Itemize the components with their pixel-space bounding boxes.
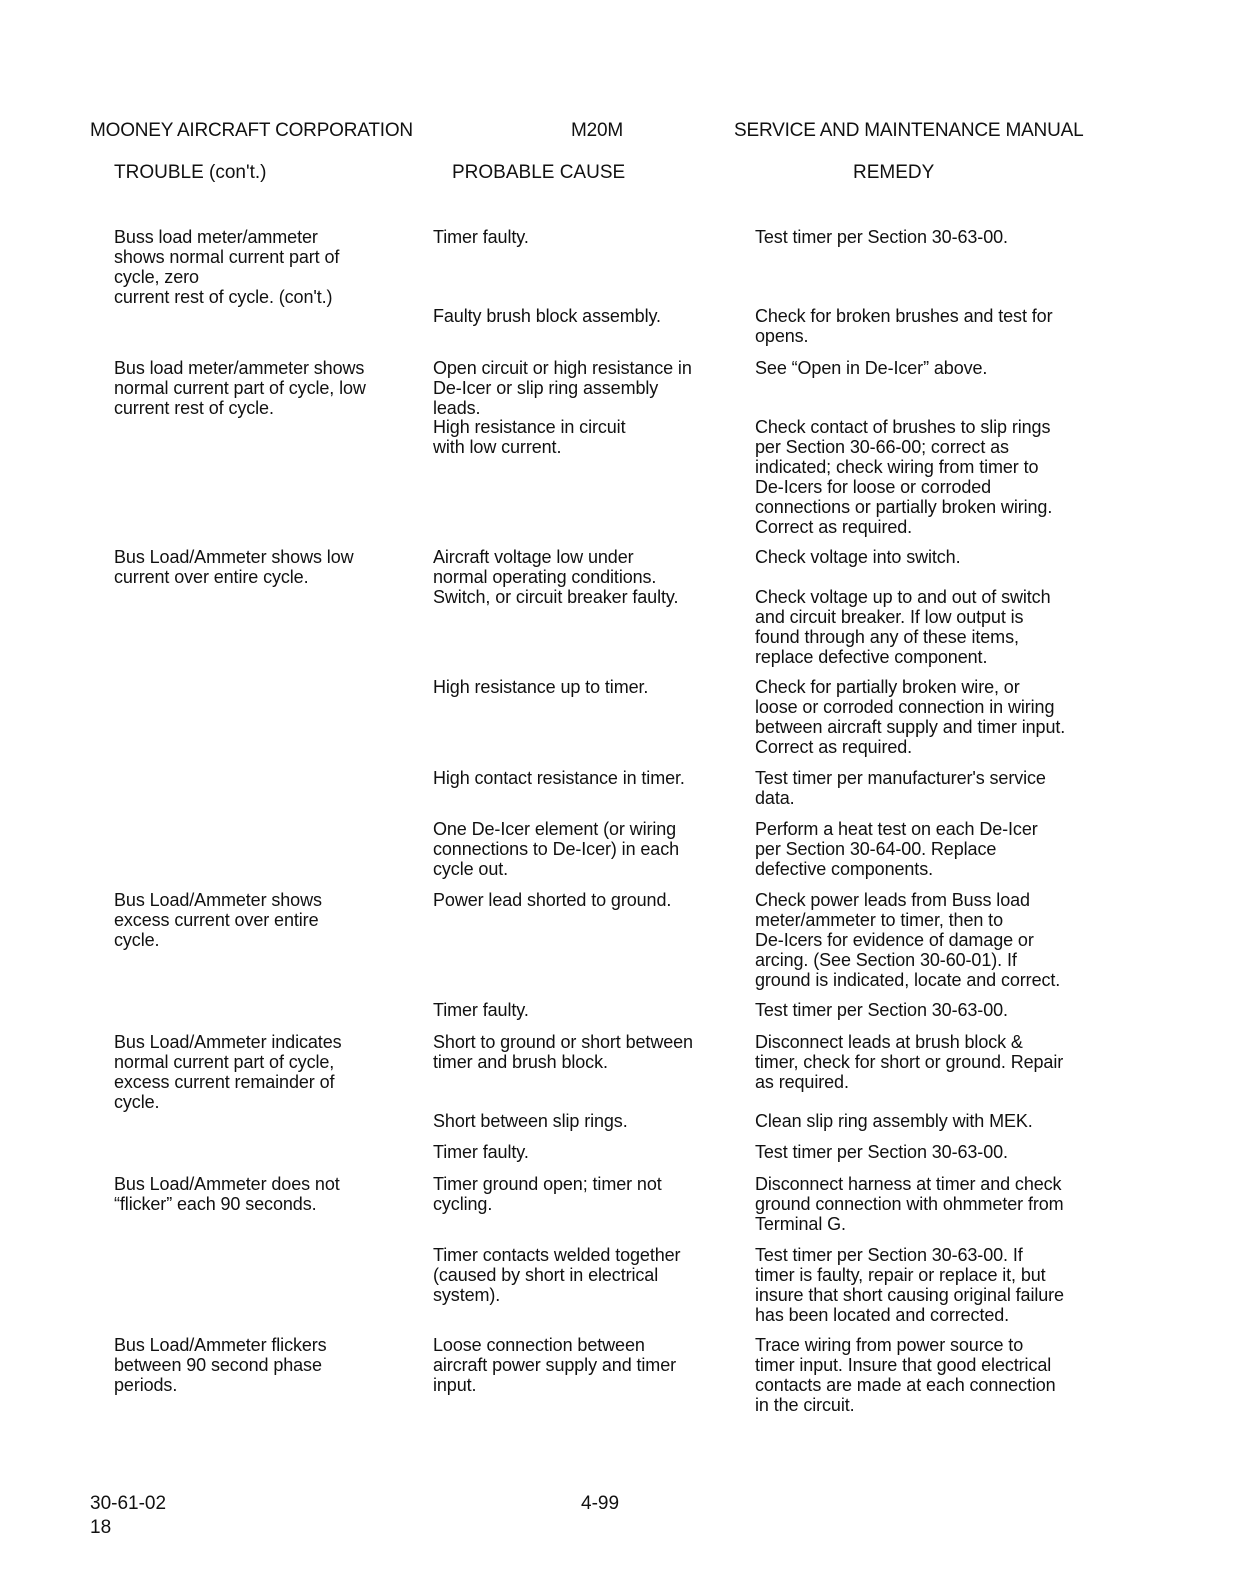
remedy-cell: Test timer per Section 30-63-00.: [755, 1000, 1008, 1020]
remedy-cell: Check power leads from Buss load meter/ammeter to timer, then to De-Icers for evidence of damage or arcing. (See Section 30-60-01). If ground is indicated, locate and correct.: [755, 890, 1061, 990]
remedy-cell: Test timer per Section 30-63-00. If timer is faulty, repair or replace it, but insure that short causing original failure has been located and corrected.: [755, 1245, 1064, 1325]
column-heading-remedy: REMEDY: [853, 162, 935, 183]
trouble-cell: Bus Load/Ammeter shows low current over entire cycle.: [114, 547, 354, 587]
column-heading-trouble: TROUBLE (con't.): [114, 162, 267, 183]
remedy-cell: Test timer per Section 30-63-00.: [755, 1142, 1008, 1162]
remedy-cell: Check for broken brushes and test for opens.: [755, 306, 1053, 346]
remedy-cell: Disconnect leads at brush block & timer, check for short or ground. Repair as required.: [755, 1032, 1064, 1092]
cause-cell: Loose connection between aircraft power supply and timer input.: [433, 1335, 677, 1395]
footer-page-number: 18: [90, 1517, 112, 1538]
header-manual-title: SERVICE AND MAINTENANCE MANUAL: [734, 120, 1084, 141]
cause-cell: High resistance in circuit with low current.: [433, 417, 626, 457]
cause-cell: Aircraft voltage low under normal operating conditions.: [433, 547, 657, 587]
remedy-cell: See “Open in De-Icer” above.: [755, 358, 988, 378]
trouble-cell: Bus load meter/ammeter shows normal current part of cycle, low current rest of cycle.: [114, 358, 366, 418]
remedy-cell: Disconnect harness at timer and check ground connection with ohmmeter from Terminal G.: [755, 1174, 1064, 1234]
cause-cell: Timer faulty.: [433, 227, 529, 247]
cause-cell: Timer ground open; timer not cycling.: [433, 1174, 662, 1214]
cause-cell: Short between slip rings.: [433, 1111, 628, 1131]
cause-cell: Power lead shorted to ground.: [433, 890, 672, 910]
trouble-cell: Bus Load/Ammeter does not “flicker” each 90 seconds.: [114, 1174, 340, 1214]
cause-cell: Timer faulty.: [433, 1142, 529, 1162]
cause-cell: Timer faulty.: [433, 1000, 529, 1020]
remedy-cell: Check for partially broken wire, or loose or corroded connection in wiring between aircraft supply and timer input. Correct as required.: [755, 677, 1066, 757]
remedy-cell: Test timer per Section 30-63-00.: [755, 227, 1008, 247]
cause-cell: Switch, or circuit breaker faulty.: [433, 587, 679, 607]
remedy-cell: Test timer per manufacturer's service data.: [755, 768, 1046, 808]
remedy-cell: Clean slip ring assembly with MEK.: [755, 1111, 1033, 1131]
column-heading-cause: PROBABLE CAUSE: [452, 162, 626, 183]
trouble-cell: Buss load meter/ammeter shows normal current part of cycle, zero current rest of cycle. (con't.): [114, 227, 340, 307]
footer-revision-date: 4-99: [581, 1493, 620, 1514]
header-model: M20M: [571, 120, 623, 141]
remedy-cell: Trace wiring from power source to timer input. Insure that good electrical contacts are made at each connection in the circuit.: [755, 1335, 1056, 1415]
remedy-cell: Check contact of brushes to slip rings per Section 30-66-00; correct as indicated; check wiring from timer to De-Icers for loose or corroded connections or partially broken wiring. Correct as required.: [755, 417, 1053, 537]
cause-cell: High contact resistance in timer.: [433, 768, 685, 788]
remedy-cell: Perform a heat test on each De-Icer per Section 30-64-00. Replace defective components.: [755, 819, 1038, 879]
cause-cell: Timer contacts welded together (caused by short in electrical system).: [433, 1245, 681, 1305]
cause-cell: Short to ground or short between timer and brush block.: [433, 1032, 693, 1072]
cause-cell: High resistance up to timer.: [433, 677, 649, 697]
remedy-cell: Check voltage into switch.: [755, 547, 961, 567]
trouble-cell: Bus Load/Ammeter indicates normal current part of cycle, excess current remainder of cycle.: [114, 1032, 342, 1112]
footer-section-number: 30-61-02: [90, 1493, 167, 1514]
cause-cell: Faulty brush block assembly.: [433, 306, 661, 326]
trouble-cell: Bus Load/Ammeter flickers between 90 second phase periods.: [114, 1335, 327, 1395]
cause-cell: Open circuit or high resistance in De-Icer or slip ring assembly leads.: [433, 358, 692, 418]
trouble-cell: Bus Load/Ammeter shows excess current over entire cycle.: [114, 890, 322, 950]
cause-cell: One De-Icer element (or wiring connections to De-Icer) in each cycle out.: [433, 819, 680, 879]
header-company: MOONEY AIRCRAFT CORPORATION: [90, 120, 413, 141]
remedy-cell: Check voltage up to and out of switch and circuit breaker. If low output is found through any of these items, replace defective component.: [755, 587, 1051, 667]
